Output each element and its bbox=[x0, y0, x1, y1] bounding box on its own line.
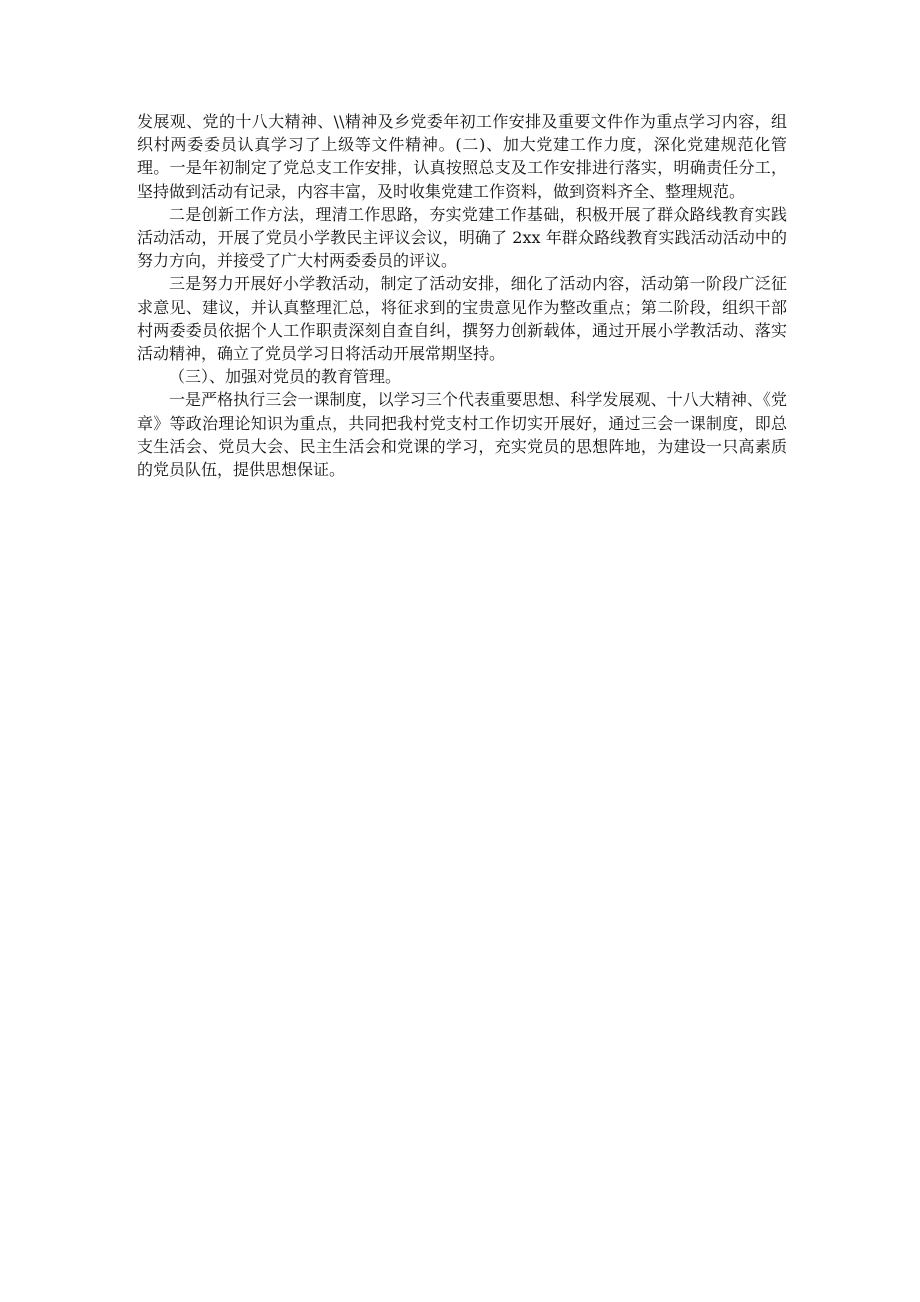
paragraph-third-point: 三是努力开展好小学教活动，制定了活动安排，细化了活动内容，活动第一阶段广泛征求意见、建议，并认真整理汇总，将征求到的宝贵意见作为整改重点；第二阶段，组织干部村两委委员依据个人工作职责深刻自查自纠，撰努力创新载体，通过开展小学教活动、落实活动精神，确立了党员学习日将活动开展常期坚持。 bbox=[137, 274, 787, 364]
paragraph-second-point: 二是创新工作方法，理清工作思路，夯实党建工作基础，积极开展了群众路线教育实践活动活动，开展了党员小学教民主评议会议，明确了 2xx 年群众路线教育实践活动活动中的努力方向，并接受了广大村两委委员的评议。 bbox=[137, 204, 787, 271]
section-heading-three: （三）、加强对党员的教育管理。 bbox=[169, 367, 402, 387]
paragraph-continued: 发展观、党的十八大精神、\\精神及乡党委年初工作安排及重要文件作为重点学习内容，组织村两委委员认真学习了上级等文件精神。(二)、加大党建工作力度，深化党建规范化管理。一是年初制定了党总支工作安排，认真按照总支及工作安排进行落实，明确责任分工，坚持做到活动有记录，内容丰富，及时收集党建工作资料，做到资料齐全、整理规范。 bbox=[137, 112, 787, 201]
document-body bbox=[137, 110, 787, 481]
paragraph-education-management: 一是严格执行三会一课制度，以学习三个代表重要思想、科学发展观、十八大精神、《党章》等政治理论知识为重点，共同把我村党支村工作切实开展好，通过三会一课制度，即总支生活会、党员大会、民主生活会和党课的学习，充实党员的思想阵地，为建设一只高素质的党员队伍，提供思想保证。 bbox=[137, 390, 787, 480]
